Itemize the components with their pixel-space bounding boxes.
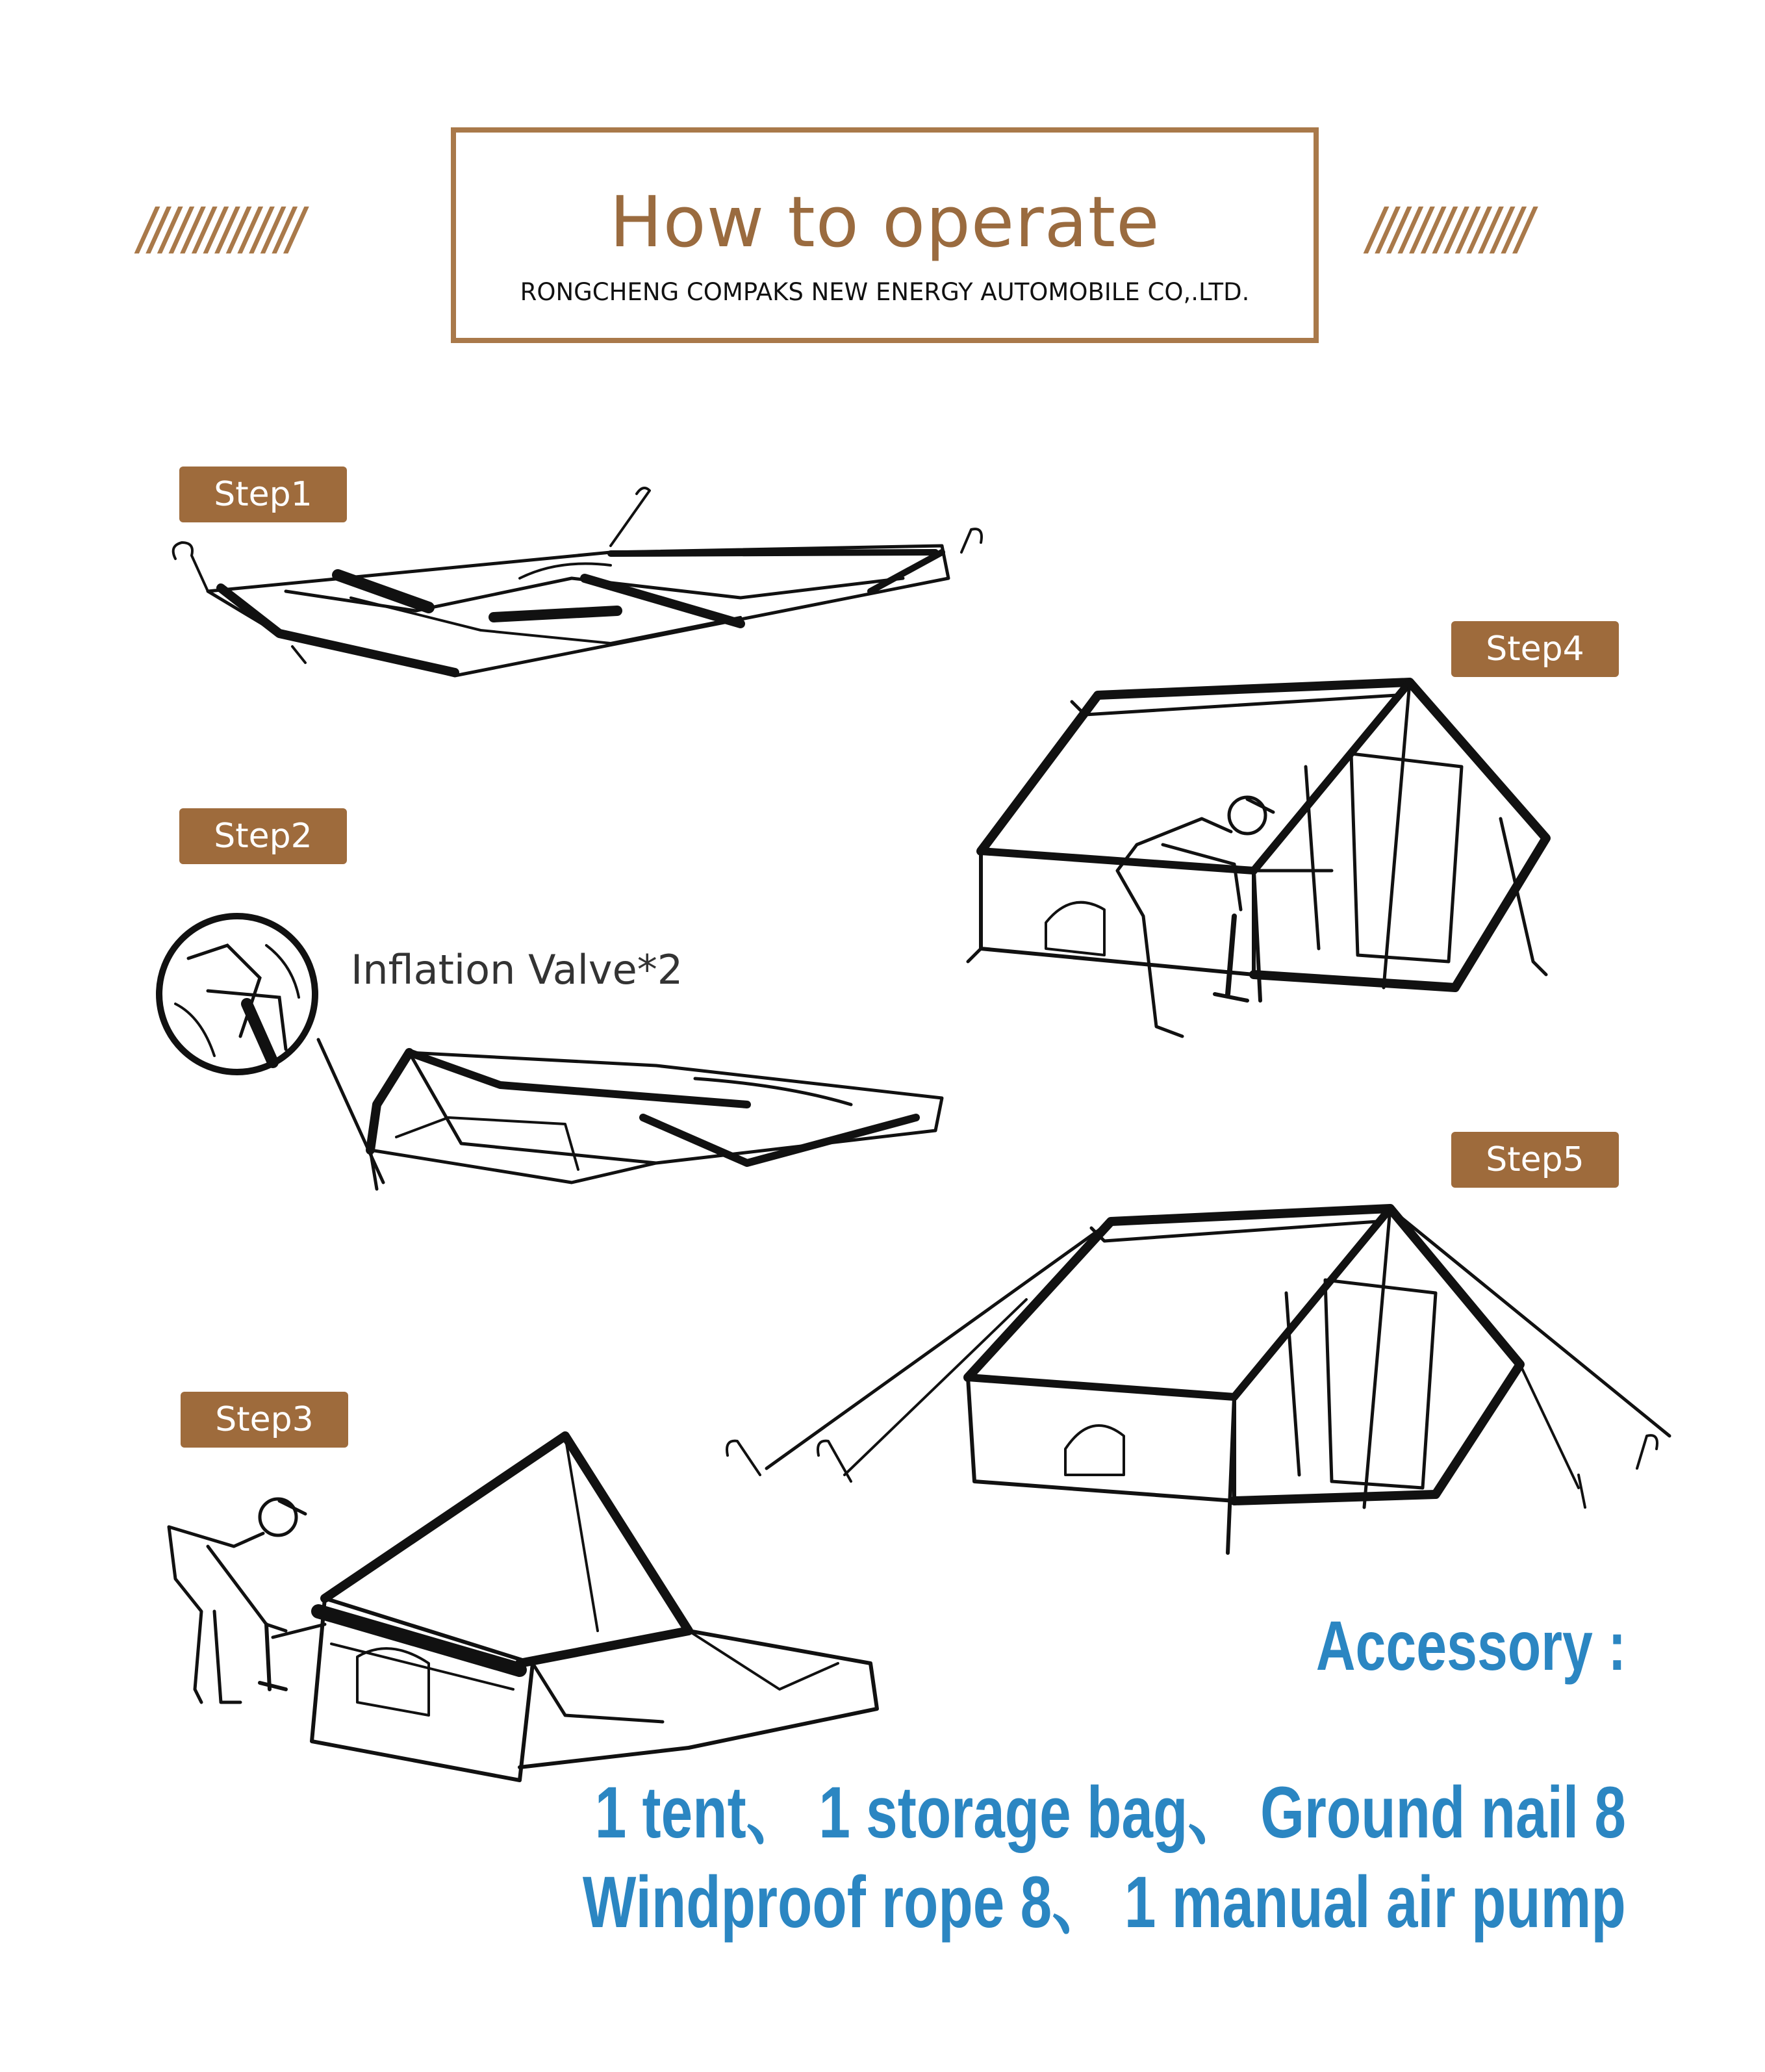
page-title: How to operate <box>609 182 1160 263</box>
step2-partly-inflated-tent-illustration <box>292 1027 974 1209</box>
step5-staked-tent-illustration <box>715 1202 1676 1572</box>
step4-badge: Step4 <box>1451 621 1619 677</box>
step4-pitched-tent-illustration <box>968 676 1618 1053</box>
step1-flat-tent-illustration <box>156 481 1013 689</box>
header-box <box>451 127 1319 343</box>
accessory-list-line1: 1 tent、 1 storage bag、 Ground nail 8 <box>594 1772 1626 1853</box>
decoration-right: ////////////// <box>1362 195 1532 262</box>
accessory-list-line2: Windproof rope 8、 1 manual air pump <box>583 1861 1626 1943</box>
step1-badge: Step1 <box>179 467 347 522</box>
step5-badge: Step5 <box>1451 1132 1619 1188</box>
step3-badge: Step3 <box>181 1392 348 1448</box>
step2-badge: Step2 <box>179 808 347 864</box>
accessory-heading: Accessory : <box>1315 1606 1626 1685</box>
company-name: RONGCHENG COMPAKS NEW ENERGY AUTOMOBILE CO,.LTD. <box>520 278 1250 306</box>
decoration-left: ////////////// <box>133 195 303 262</box>
inflation-valve-label: Inflation Valve*2 <box>351 946 683 993</box>
